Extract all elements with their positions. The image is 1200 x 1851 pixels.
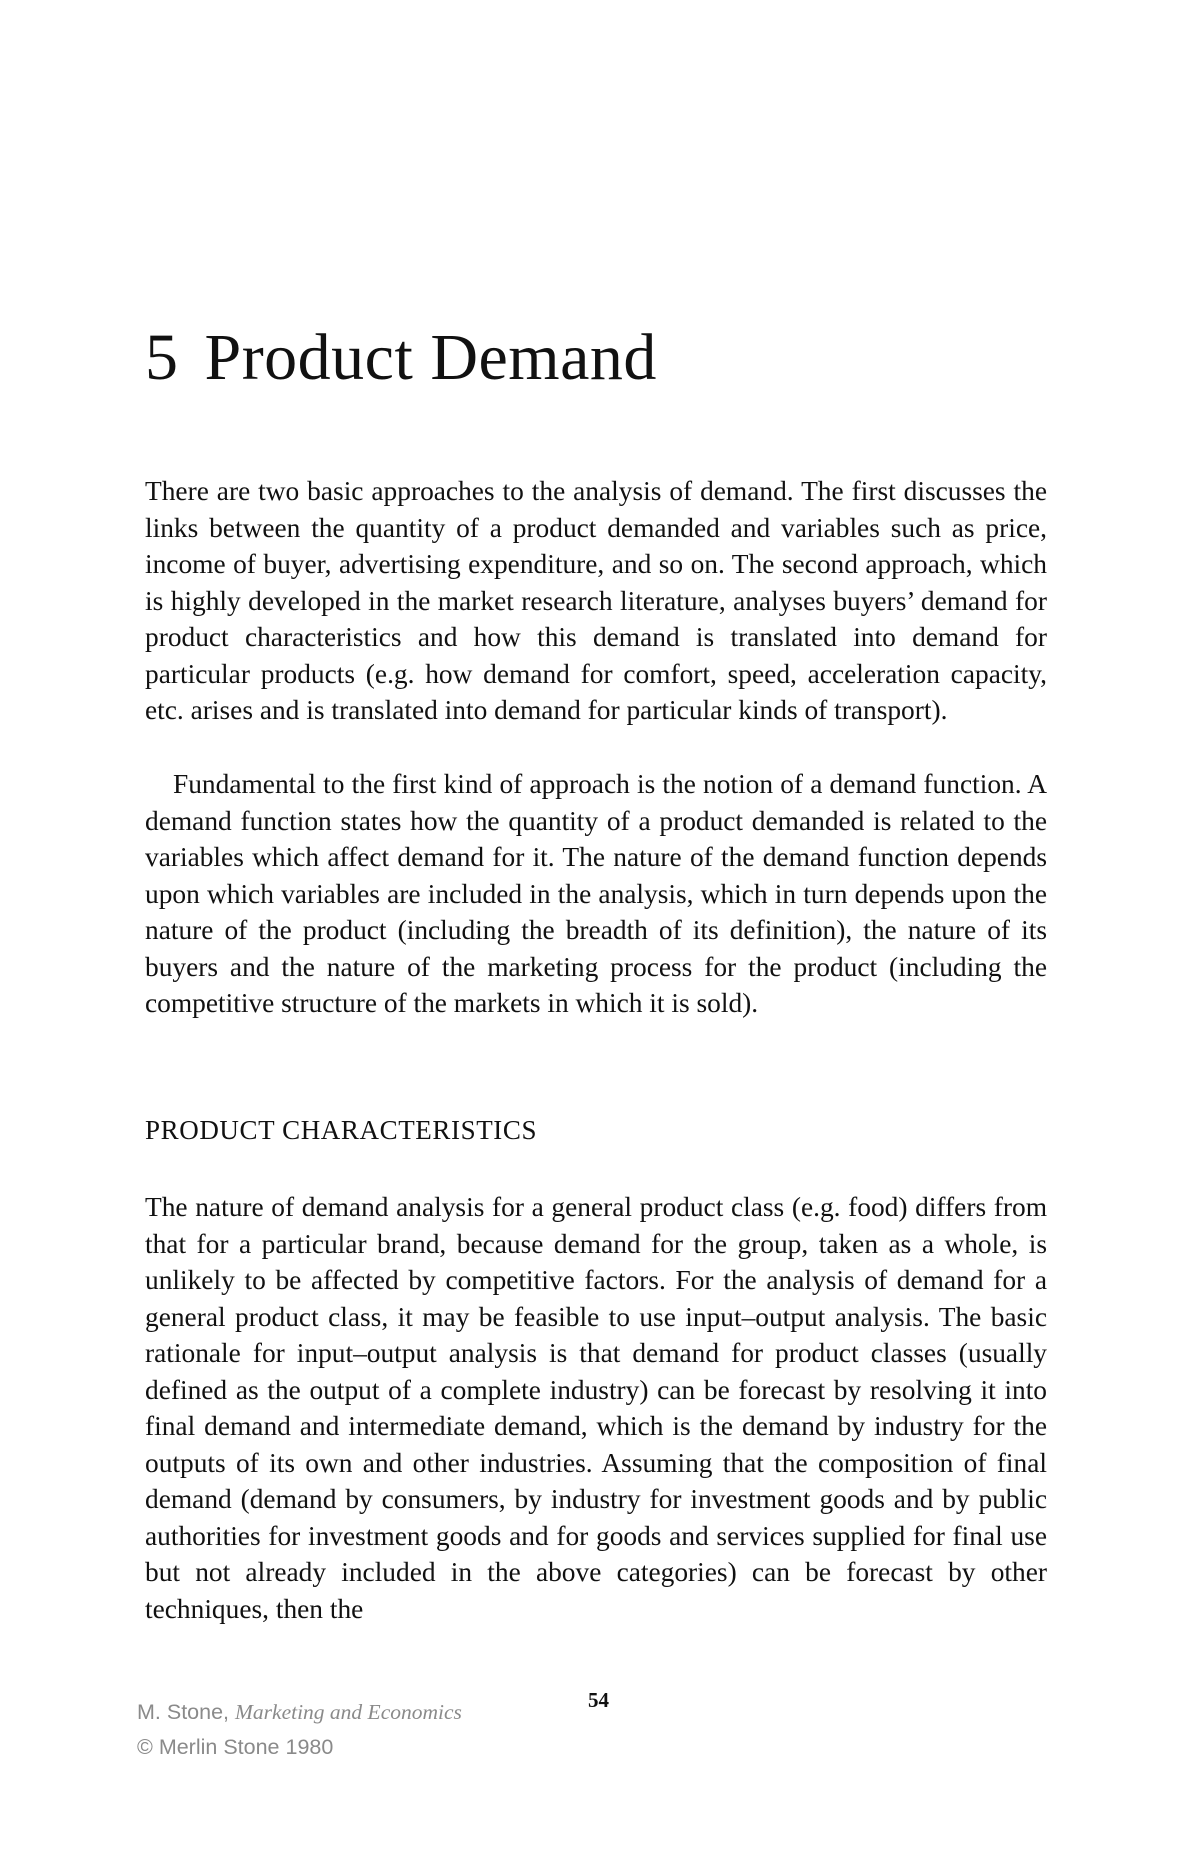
body-paragraph: There are two basic approaches to the analysis of demand. The first discusses the links between the quantity of a product demanded and variables such as price, income of buyer, advertising expenditure, and so on. The second approach, which is highly developed in the market research literature, analyses buyers’ demand for product characteristics and how this demand is translated into demand for particular products (e.g. how demand for comfort, speed, acceleration capacity, etc. arises and is translated into demand for particular kinds of transport).	[145, 476, 1047, 725]
chapter-title-text: Product Demand	[204, 321, 657, 394]
chapter-title	[145, 321, 657, 394]
body-paragraph: Fundamental to the first kind of approach is the notion of a demand function. A demand function states how the quantity of a product demanded is related to the variables which affect demand for it. The nature of the demand function depends upon which variables are included in the analysis, which in turn depends upon the nature of the product (including the breadth of its definition), the nature of its buyers and the nature of the marketing process for the product (including the competitive structure of the markets in which it is sold).	[145, 769, 1047, 1018]
section-paragraph: The nature of demand analysis for a general product class (e.g. food) differs from that for a particular brand, because demand for the group, taken as a whole, is unlikely to be affected by competitive factors. For the analysis of demand for a general product class, it may be feasible to use input–output analysis. The basic rationale for input–output analysis is that demand for product classes (usually defined as the output of a complete industry) can be forecast by resolving it into final demand and intermediate demand, which is the demand by industry for the outputs of its own and other industries. Assuming that the composition of final demand (demand by consumers, by industry for investment goods and by public authorities for investment goods and for goods and services supplied for final use but not already included in the above categories) can be forecast by other techniques, then the	[145, 1192, 1047, 1624]
footer-citation	[137, 1700, 462, 1725]
footer-author: M. Stone,	[137, 1700, 230, 1724]
footer-book-title: Marketing and Economics	[235, 1700, 462, 1724]
page-number: 54	[588, 1688, 609, 1712]
chapter-number: 5	[145, 321, 179, 394]
section-heading: PRODUCT CHARACTERISTICS	[145, 1115, 538, 1145]
footer-copyright: © Merlin Stone 1980	[137, 1735, 334, 1759]
